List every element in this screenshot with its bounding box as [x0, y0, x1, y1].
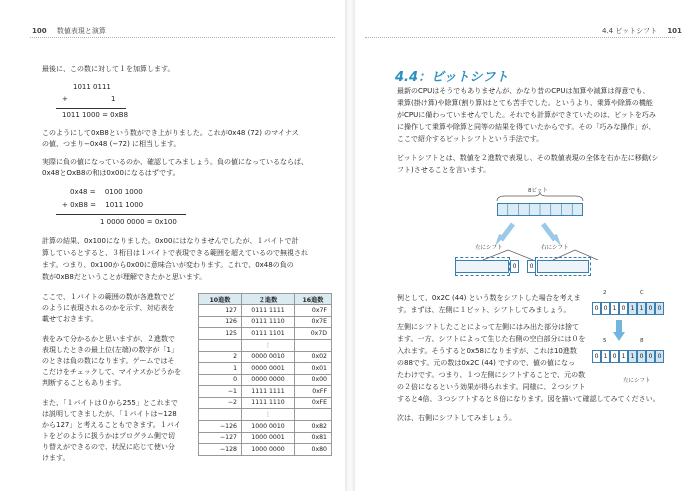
paragraph-6-line3: のときは負の数になります。ゲームではそ: [42, 357, 175, 365]
col-header-hex: 16進数: [295, 294, 332, 305]
chapter-title-left: 数値表現と演算: [56, 27, 106, 35]
paragraph-intro: 最後に、この数に対して１を加算します。: [42, 65, 175, 73]
table-header-row: [199, 294, 332, 305]
r-paragraph-4-line4: の88です。元の数は0x2C (44) ですので、値の値になっ: [397, 359, 575, 367]
bit-cell: 1: [601, 350, 610, 363]
cell-bin: 0000 0010: [242, 351, 295, 363]
bit-cell: 0: [655, 302, 664, 315]
cell-dec: −126: [199, 421, 242, 433]
table-row: [199, 386, 332, 398]
down-arrow-icon: [613, 320, 625, 342]
paragraph-2-line1: このようにして0xB8という数ができ上がりました。これが0x48 (72) のマイナス: [42, 129, 299, 137]
cell-hex: 0x80: [295, 444, 332, 456]
cell-bin: 0111 1111: [242, 305, 295, 317]
bit-cell: 0: [646, 302, 655, 315]
right-shift-zero-cell: 0: [527, 260, 536, 273]
ellipsis: ⋮: [242, 339, 295, 351]
table-ellipsis-row: [199, 339, 332, 351]
table-row: [199, 351, 332, 363]
cell-dec: 126: [199, 316, 242, 328]
nibble-label-c: C: [640, 290, 644, 296]
bit-cell: 0: [592, 302, 601, 315]
number-base-table: [198, 293, 332, 456]
shift-arrows-icon: [473, 220, 603, 260]
cell-dec: 125: [199, 328, 242, 340]
calc1-line1: 1011 0111: [73, 83, 111, 91]
cell-hex: 0x7D: [295, 328, 332, 340]
cell-bin: 1000 0000: [242, 444, 295, 456]
r-paragraph-3-line2: す。まずは、左側に１ビット、シフトしてみましょう。: [397, 306, 571, 314]
bit-cell: 1: [637, 302, 646, 315]
table-row: [199, 397, 332, 409]
cell-bin: 1111 1110: [242, 397, 295, 409]
shift-caption: 左にシフト: [623, 378, 651, 384]
cell-hex: 0x01: [295, 363, 332, 375]
table-row: [199, 421, 332, 433]
cell-dec: 2: [199, 351, 242, 363]
r-paragraph-2-line2: フト)させることを言います。: [397, 166, 491, 174]
r-paragraph-1-line2: 乗算(掛け算)や除算(割り算)はとても苦手でした。というより、乗算や除算の機能: [397, 99, 653, 107]
cell-hex: 0x00: [295, 374, 332, 386]
cell-dec: 1: [199, 363, 242, 375]
right-shift-bits: [537, 260, 589, 273]
paragraph-4-line4: 数が0xB8だということが理解できたかと思います。: [42, 273, 207, 281]
running-header-left: [32, 26, 106, 36]
paragraph-7-line2: は説明してきましたが、「１バイトは−128: [42, 410, 177, 418]
calc1-result: 1011 1000 = 0xB8: [62, 111, 129, 119]
paragraph-7-line3: から127」と考えることもできます。１バイ: [42, 421, 181, 429]
paragraph-4-line3: ます。つまり、0x100から0x00に意味合いが変わります。これで、0x48の負の: [42, 261, 294, 269]
r-paragraph-4-line3: 入れます。そうすると0x58になりますが、これは10進数: [397, 347, 577, 355]
paragraph-7-line6: けます。: [42, 454, 70, 462]
table-row: [199, 363, 332, 375]
table-row: [199, 328, 332, 340]
bit-cell: 1: [628, 302, 637, 315]
cell-bin: 0000 0001: [242, 363, 295, 375]
cell-bin: 1111 1111: [242, 386, 295, 398]
col-header-decimal: 10進数: [199, 294, 242, 305]
cell-dec: −1: [199, 386, 242, 398]
paragraph-2-line2: の値、つまり−0x48 (−72) に相当します。: [42, 140, 181, 148]
paragraph-5-line2: のように表現されるのかを示す、対応表を: [42, 304, 175, 312]
cell-hex: 0xFE: [295, 397, 332, 409]
table-row: [199, 444, 332, 456]
left-shift-zero-cell: 0: [510, 260, 519, 273]
cell-hex: 0x82: [295, 421, 332, 433]
ellipsis: ⋮: [242, 409, 295, 421]
calc1-line2: 1: [111, 95, 116, 103]
cell-hex: 0x7E: [295, 316, 332, 328]
r-paragraph-1-line3: がCPUに備わっていませんでした。それでも計算ができていたのは、ビットを巧み: [397, 111, 656, 119]
bit-cell: 0: [619, 302, 628, 315]
paragraph-7-line1: また、「１バイトは０から255」とこれまで: [42, 399, 178, 407]
cell-bin: 1000 0010: [242, 421, 295, 433]
cell-hex: 0x7F: [295, 305, 332, 317]
calc2-line2: + 0xB8 = 1011 1000: [62, 201, 144, 209]
bit-cell: 1: [628, 350, 637, 363]
paragraph-4-line2: 算しているとすると、３桁目は１バイトで表現できる範囲を超えているので無視され: [42, 249, 308, 257]
paragraph-7-line5: り替えができるので、状況に応じて使い分: [42, 443, 175, 451]
calc1-operator: +: [62, 95, 68, 103]
nibble-label-2: 2: [603, 290, 607, 296]
cell-hex: 0xFF: [295, 386, 332, 398]
calc2-rule: [56, 214, 186, 215]
cell-dec: 127: [199, 305, 242, 317]
brace-icon: [495, 192, 585, 202]
cell-hex: 0x02: [295, 351, 332, 363]
bit-cell: 1: [619, 350, 628, 363]
table-ellipsis-row: [199, 409, 332, 421]
header-rule-left: [30, 37, 335, 38]
paragraph-6-line5: 判断することもあります。: [42, 379, 126, 387]
bit-cell: 0: [646, 350, 655, 363]
cell-hex: 0x81: [295, 432, 332, 444]
paragraph-5-line3: 載せておきます。: [42, 315, 98, 323]
table-row: [199, 374, 332, 386]
r-paragraph-4-line5: たわけです。つまり、１つ左側にシフトすることで、元の数: [397, 371, 586, 379]
paragraph-3-line2: 0x48とOxB8の和は0x00になるはずです。: [42, 169, 180, 177]
paragraph-6-line4: こだけをチェックして、マイナスかどうかを: [42, 368, 182, 376]
r-paragraph-4-line1: 左側にシフトしたことによって左側にはみ出た部分は捨て: [397, 323, 579, 331]
paragraph-5-line1: ここで、１バイトの範囲の数が各進数でど: [42, 293, 175, 301]
cell-bin: 0111 1110: [242, 316, 295, 328]
cell-dec: −2: [199, 397, 242, 409]
cell-bin: 1000 0001: [242, 432, 295, 444]
paragraph-7-line4: トをどのように扱うかはプログラム側で切: [42, 432, 175, 440]
table-row: [199, 316, 332, 328]
calc2-result: 1 0000 0000 = 0x100: [100, 218, 177, 226]
r-paragraph-4-line6: の２倍になるという効果が得られます。同様に、２つシフト: [397, 383, 586, 391]
book-gutter: [345, 0, 355, 491]
nibble-label-5: 5: [603, 338, 607, 344]
bit-cell: 0: [637, 350, 646, 363]
page-number-left: 100: [32, 27, 47, 35]
cell-bin: 0111 1101: [242, 328, 295, 340]
cell-dec: −127: [199, 432, 242, 444]
r-paragraph-5: 次は、右側にシフトしてみましょう。: [397, 414, 516, 422]
running-header-right: [602, 26, 682, 36]
r-paragraph-4-line2: ます。一方、シフトによって生じた右側の空白部分には０を: [397, 335, 586, 343]
bit-cell: 1: [610, 302, 619, 315]
shift-left-label: 左にシフト: [475, 245, 503, 251]
bit-cell: 0: [610, 350, 619, 363]
calc2-line1: 0x48 = 0100 1000: [70, 188, 143, 196]
header-rule-right: [365, 37, 675, 38]
section-heading: 4.4：ビットシフト: [395, 70, 509, 85]
r-paragraph-2-line1: ビットシフトとは、数値を２進数で表現し、その数値表現の全体を右か左に移動(シ: [397, 154, 659, 162]
paragraph-3-line1: 実際に負の値になっているのか、確認してみましょう。負の値になっているならば、: [42, 158, 308, 166]
left-page: [0, 0, 345, 491]
cell-dec: 0: [199, 374, 242, 386]
table-row: [199, 305, 332, 317]
eight-bit-label: 8ビット: [528, 188, 548, 194]
paragraph-6-line1: 表をみて分かるかと思いますが、２進数で: [42, 335, 175, 343]
register-dividers: [497, 203, 583, 216]
page-number-right: 101: [667, 27, 682, 35]
r-paragraph-3-line1: 例として、0x2C (44) という数をシフトした場合を考えま: [397, 294, 581, 302]
r-paragraph-1-line4: に操作して乗算や除算と同等の結果を得ていたからです。その「巧みな操作」が、: [397, 123, 656, 131]
calc1-rule: [56, 108, 126, 109]
r-paragraph-4-line7: すると4倍、３つシフトすると８倍になります。図を描いて確認してみてください。: [397, 395, 660, 403]
bit-cell: 0: [601, 302, 610, 315]
shift-right-label: 右にシフト: [541, 245, 569, 251]
nibble-label-8: 8: [640, 338, 644, 344]
section-title-right: 4.4 ビットシフト: [602, 27, 658, 35]
bit-cell: 0: [655, 350, 664, 363]
table-row: [199, 432, 332, 444]
right-page: [355, 0, 700, 491]
paragraph-4-line1: 計算の結果、0x100になりました。0x00にはなりませんでしたが、１バイトで計: [42, 237, 299, 245]
paragraph-6-line2: 表現したときの最上位(左端)の数字が「1」: [42, 346, 178, 354]
bit-cell: 0: [592, 350, 601, 363]
left-shift-bits: [455, 260, 509, 273]
col-header-binary: ２進数: [242, 294, 295, 305]
r-paragraph-1-line1: 最新のCPUはそうでもありませんが、かなり昔のCPUは加算や減算は得意でも、: [397, 87, 650, 95]
cell-bin: 0000 0000: [242, 374, 295, 386]
cell-dec: −128: [199, 444, 242, 456]
r-paragraph-1-line5: ここで紹介するビットシフトという手法です。: [397, 135, 544, 143]
